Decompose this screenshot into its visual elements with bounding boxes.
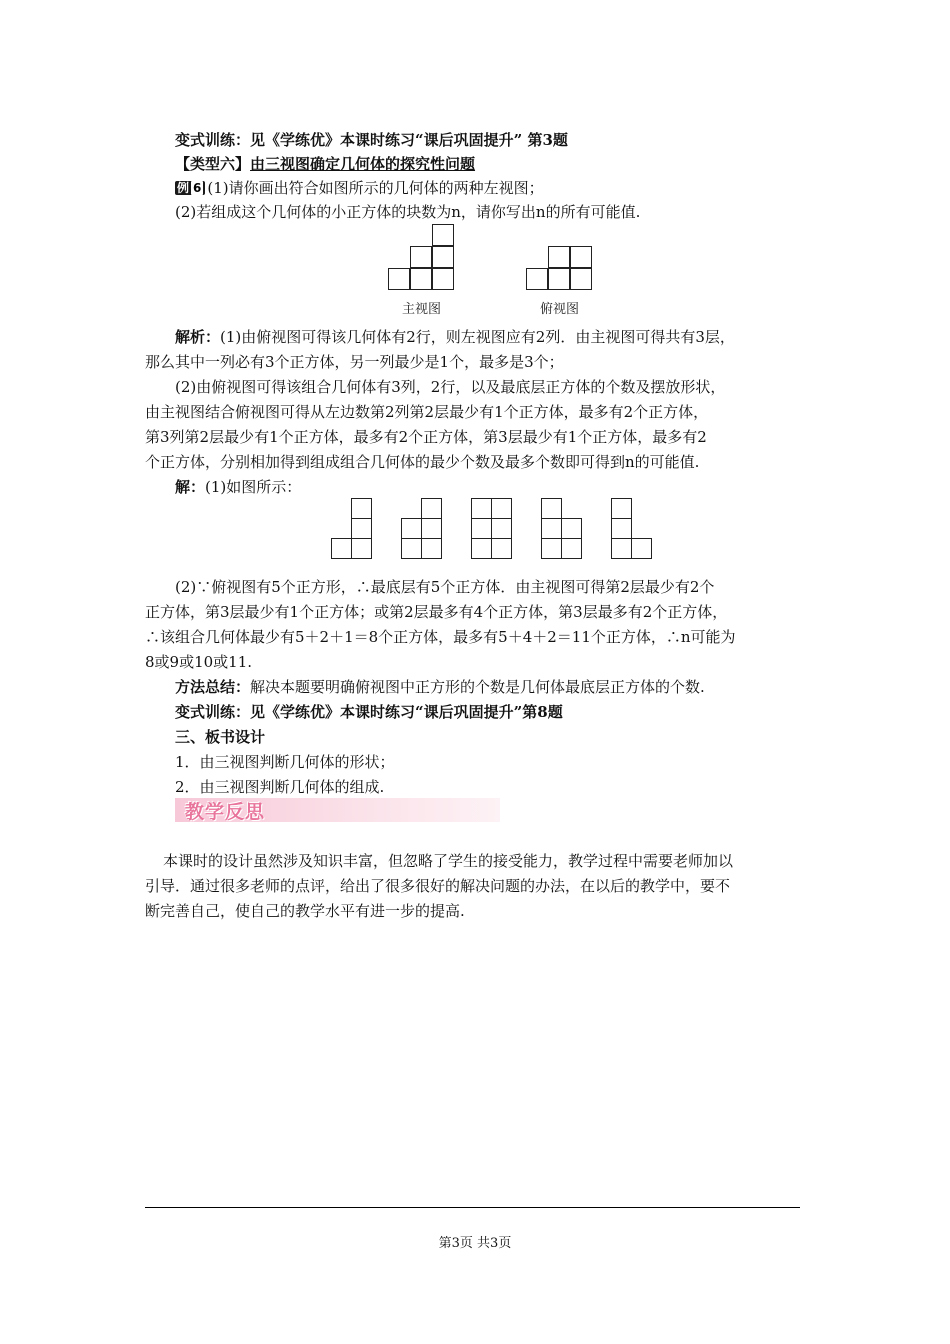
example-badge	[175, 181, 205, 195]
analysis-label: 解析：	[175, 328, 221, 346]
left-view-cell	[421, 538, 442, 559]
left-view-cell	[351, 518, 372, 539]
board-item-1: 1．由三视图判断几何体的形状；	[175, 753, 395, 771]
page-footer: 第3页 共3页	[438, 1236, 512, 1251]
left-view-cell	[611, 498, 632, 519]
analysis-1b: 那么其中一列必有3个正方体，另一列最少是1个，最多是3个；	[145, 353, 564, 371]
front-view-cell	[388, 268, 410, 290]
left-view-5	[611, 498, 653, 560]
left-view-2	[401, 498, 443, 560]
analysis-2a: (2)由俯视图可得该组合几何体有3列，2行，以及最底层正方体的个数及摆放形状，	[175, 378, 726, 396]
front-view-cell	[432, 268, 454, 290]
variant-training-1	[175, 128, 835, 152]
left-view-cell	[541, 498, 562, 519]
type6-title: 由三视图确定几何体的探究性问题	[250, 155, 476, 173]
front-view-cell	[410, 246, 432, 268]
solution-1	[175, 475, 835, 499]
left-view-cell	[491, 538, 512, 559]
top-view-cell	[570, 246, 592, 268]
method-summary	[175, 675, 835, 699]
analysis-2b: 由主视图结合俯视图可得从左边数第2列第2层最少有1个正方体，最多有2个正方体，	[145, 403, 709, 421]
solution-2a: (2)∵俯视图有5个正方形，∴最底层有5个正方体．由主视图可得第2层最少有2个	[175, 578, 715, 596]
example-badge-label: 例	[177, 181, 190, 195]
variant-training-2: 变式训练：见《学练优》本课时练习“课后巩固提升”第8题	[175, 703, 563, 721]
reflection-title: 教学反思	[185, 801, 266, 823]
method-label: 方法总结：	[175, 678, 251, 696]
method-text: 解决本题要明确俯视图中正方形的个数是几何体最底层正方体的个数.	[250, 678, 705, 696]
board-item-2: 2．由三视图判断几何体的组成.	[175, 778, 385, 796]
analysis-2c: 第3列第2层最少有1个正方体，最多有2个正方体，第3层最少有1个正方体，最多有2	[145, 428, 707, 446]
solution-2b: 正方体，第3层最少有1个正方体；或第2层最多有4个正方体，第3层最多有2个正方体，	[145, 603, 728, 621]
board-design-title: 三、板书设计	[175, 728, 266, 746]
left-view-cell	[541, 538, 562, 559]
left-view-cell	[351, 538, 372, 559]
analysis-2d: 个正方体，分别相加得到组成组合几何体的最少个数及最多个数即可得到n的可能值.	[145, 453, 700, 471]
left-view-cell	[491, 498, 512, 519]
left-view-cell	[401, 538, 422, 559]
left-view-cell	[611, 518, 632, 539]
solution-1-text: (1)如图所示：	[205, 478, 302, 496]
top-view-cell	[548, 246, 570, 268]
left-view-cell	[421, 518, 442, 539]
left-view-cell	[331, 538, 352, 559]
solution-2c: ∴该组合几何体最少有5＋2＋1＝8个正方体，最多有5＋4＋2＝11个正方体，∴n可能为	[145, 628, 736, 646]
top-view-cell	[570, 268, 592, 290]
left-view-cell	[611, 538, 632, 559]
reflection-line-1: 本课时的设计虽然涉及知识丰富，但忽略了学生的接受能力，教学过程中需要老师加以	[163, 852, 734, 870]
top-view-caption: 俯视图	[540, 302, 580, 317]
left-view-cell	[491, 518, 512, 539]
left-view-cell	[471, 498, 492, 519]
reflection-line-3: 断完善自己，使自己的教学水平有进一步的提高.	[145, 902, 465, 920]
example6-q2	[175, 200, 835, 224]
top-view-figure	[526, 246, 596, 294]
left-view-1	[331, 498, 373, 560]
front-view-cell	[432, 224, 454, 246]
solution-2d: 8或9或10或11.	[145, 653, 253, 671]
front-view-figure	[388, 224, 458, 294]
analysis-1a	[175, 325, 835, 349]
example6-q1-text: (1)请你画出符合如图所示的几何体的两种左视图；	[207, 179, 544, 197]
analysis-1a-text: (1)由俯视图可得该几何体有2行，则左视图应有2列．由主视图可得共有3层，	[220, 328, 735, 346]
example-badge-number: 6	[193, 181, 202, 195]
left-view-cell	[541, 518, 562, 539]
footer-rule	[145, 1207, 800, 1208]
left-view-4	[541, 498, 583, 560]
example6-q1	[175, 176, 835, 200]
left-view-cell	[471, 518, 492, 539]
variant-training-1-text: 变式训练：见《学练优》本课时练习“课后巩固提升” 第3题	[175, 131, 568, 149]
type6-heading	[175, 152, 835, 176]
top-view-cell	[548, 268, 570, 290]
solution-label: 解：	[175, 478, 206, 496]
left-view-cell	[351, 498, 372, 519]
reflection-banner	[175, 798, 500, 822]
example6-q2-text: (2)若组成这个几何体的小正方体的块数为n，请你写出n的所有可能值.	[175, 203, 641, 221]
front-view-cell	[410, 268, 432, 290]
front-view-caption: 主视图	[402, 302, 442, 317]
type6-tag: 【类型六】	[175, 155, 251, 173]
left-view-cell	[471, 538, 492, 559]
left-view-cell	[561, 538, 582, 559]
left-view-cell	[631, 538, 652, 559]
left-view-cell	[421, 498, 442, 519]
top-view-cell	[526, 268, 548, 290]
reflection-line-2: 引导．通过很多老师的点评，给出了很多很好的解决问题的办法，在以后的教学中，要不	[145, 877, 731, 895]
left-view-cell	[401, 518, 422, 539]
left-view-3	[471, 498, 513, 560]
left-view-cell	[561, 518, 582, 539]
front-view-cell	[432, 246, 454, 268]
